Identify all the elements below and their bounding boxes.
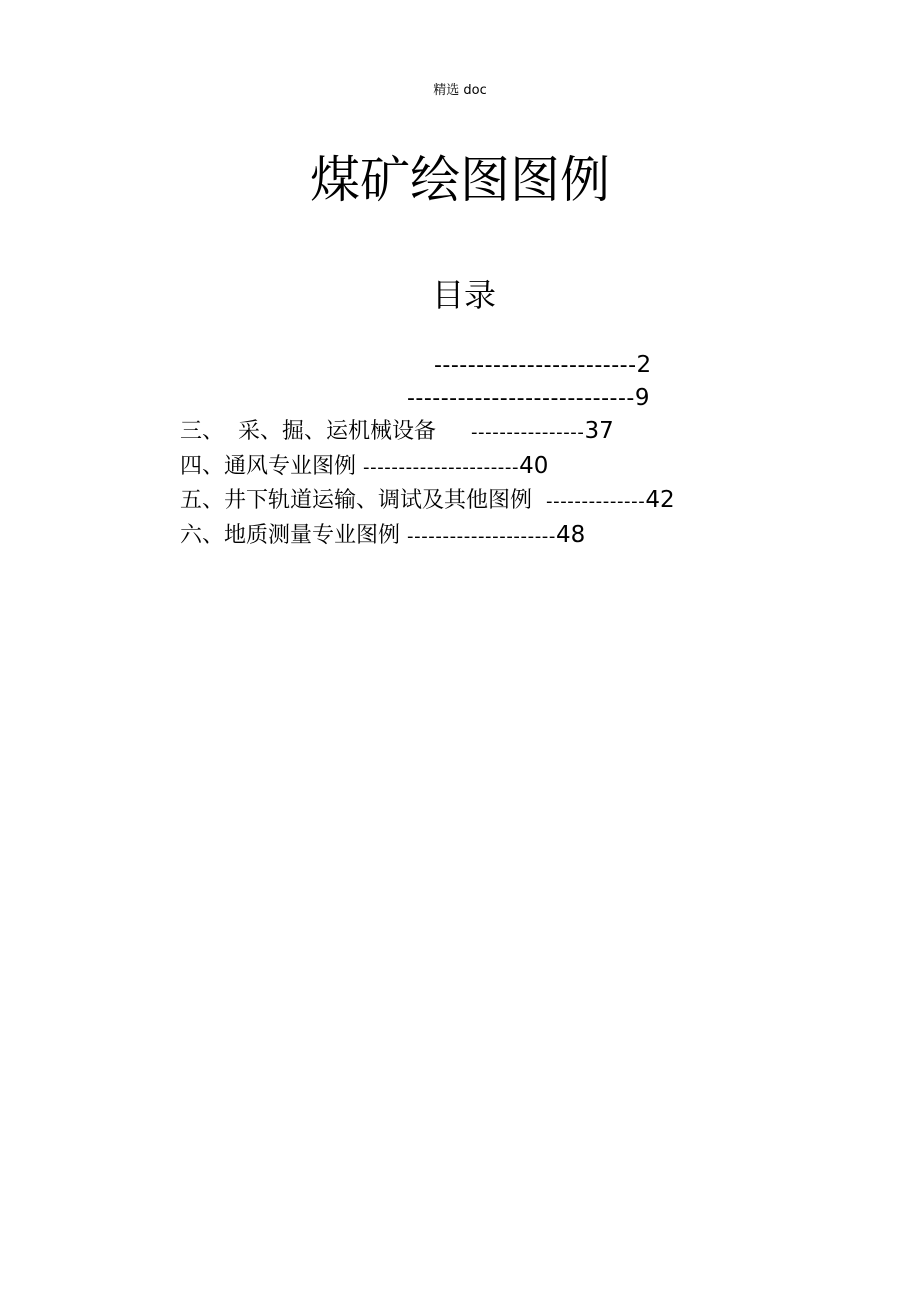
- toc-entry-label: 五、井下轨道运输、调试及其他图例: [179, 488, 532, 513]
- toc-entry-leader: --------------: [546, 491, 646, 512]
- toc-entry-leader: ----------------: [470, 422, 585, 443]
- toc-entry-label: 四、通风专业图例: [179, 454, 356, 479]
- toc-entry-page: 48: [556, 522, 586, 548]
- toc-entry-page: 9: [634, 385, 650, 411]
- toc-entry-page: 40: [519, 453, 549, 479]
- toc-entry-6[interactable]: [152, 490, 585, 582]
- toc-entry-leader: ------------------------: [433, 353, 637, 378]
- header-note: 精选 doc: [433, 83, 487, 98]
- toc-entry-leader: ----------------------: [363, 457, 520, 478]
- toc-entry-label: 六、地质测量专业图例: [179, 523, 400, 548]
- toc-heading: 目录: [431, 276, 496, 314]
- toc-entry-page: 37: [584, 418, 614, 444]
- document-title: 煤矿绘图图例: [310, 151, 610, 209]
- toc-entry-leader: ---------------------------: [406, 386, 635, 411]
- toc-entry-page: 42: [645, 487, 675, 513]
- toc-entry-page: 2: [636, 352, 652, 378]
- toc-entry-label: 三、 采、掘、运机械设备: [179, 419, 436, 444]
- toc-entry-leader: ---------------------: [407, 526, 556, 547]
